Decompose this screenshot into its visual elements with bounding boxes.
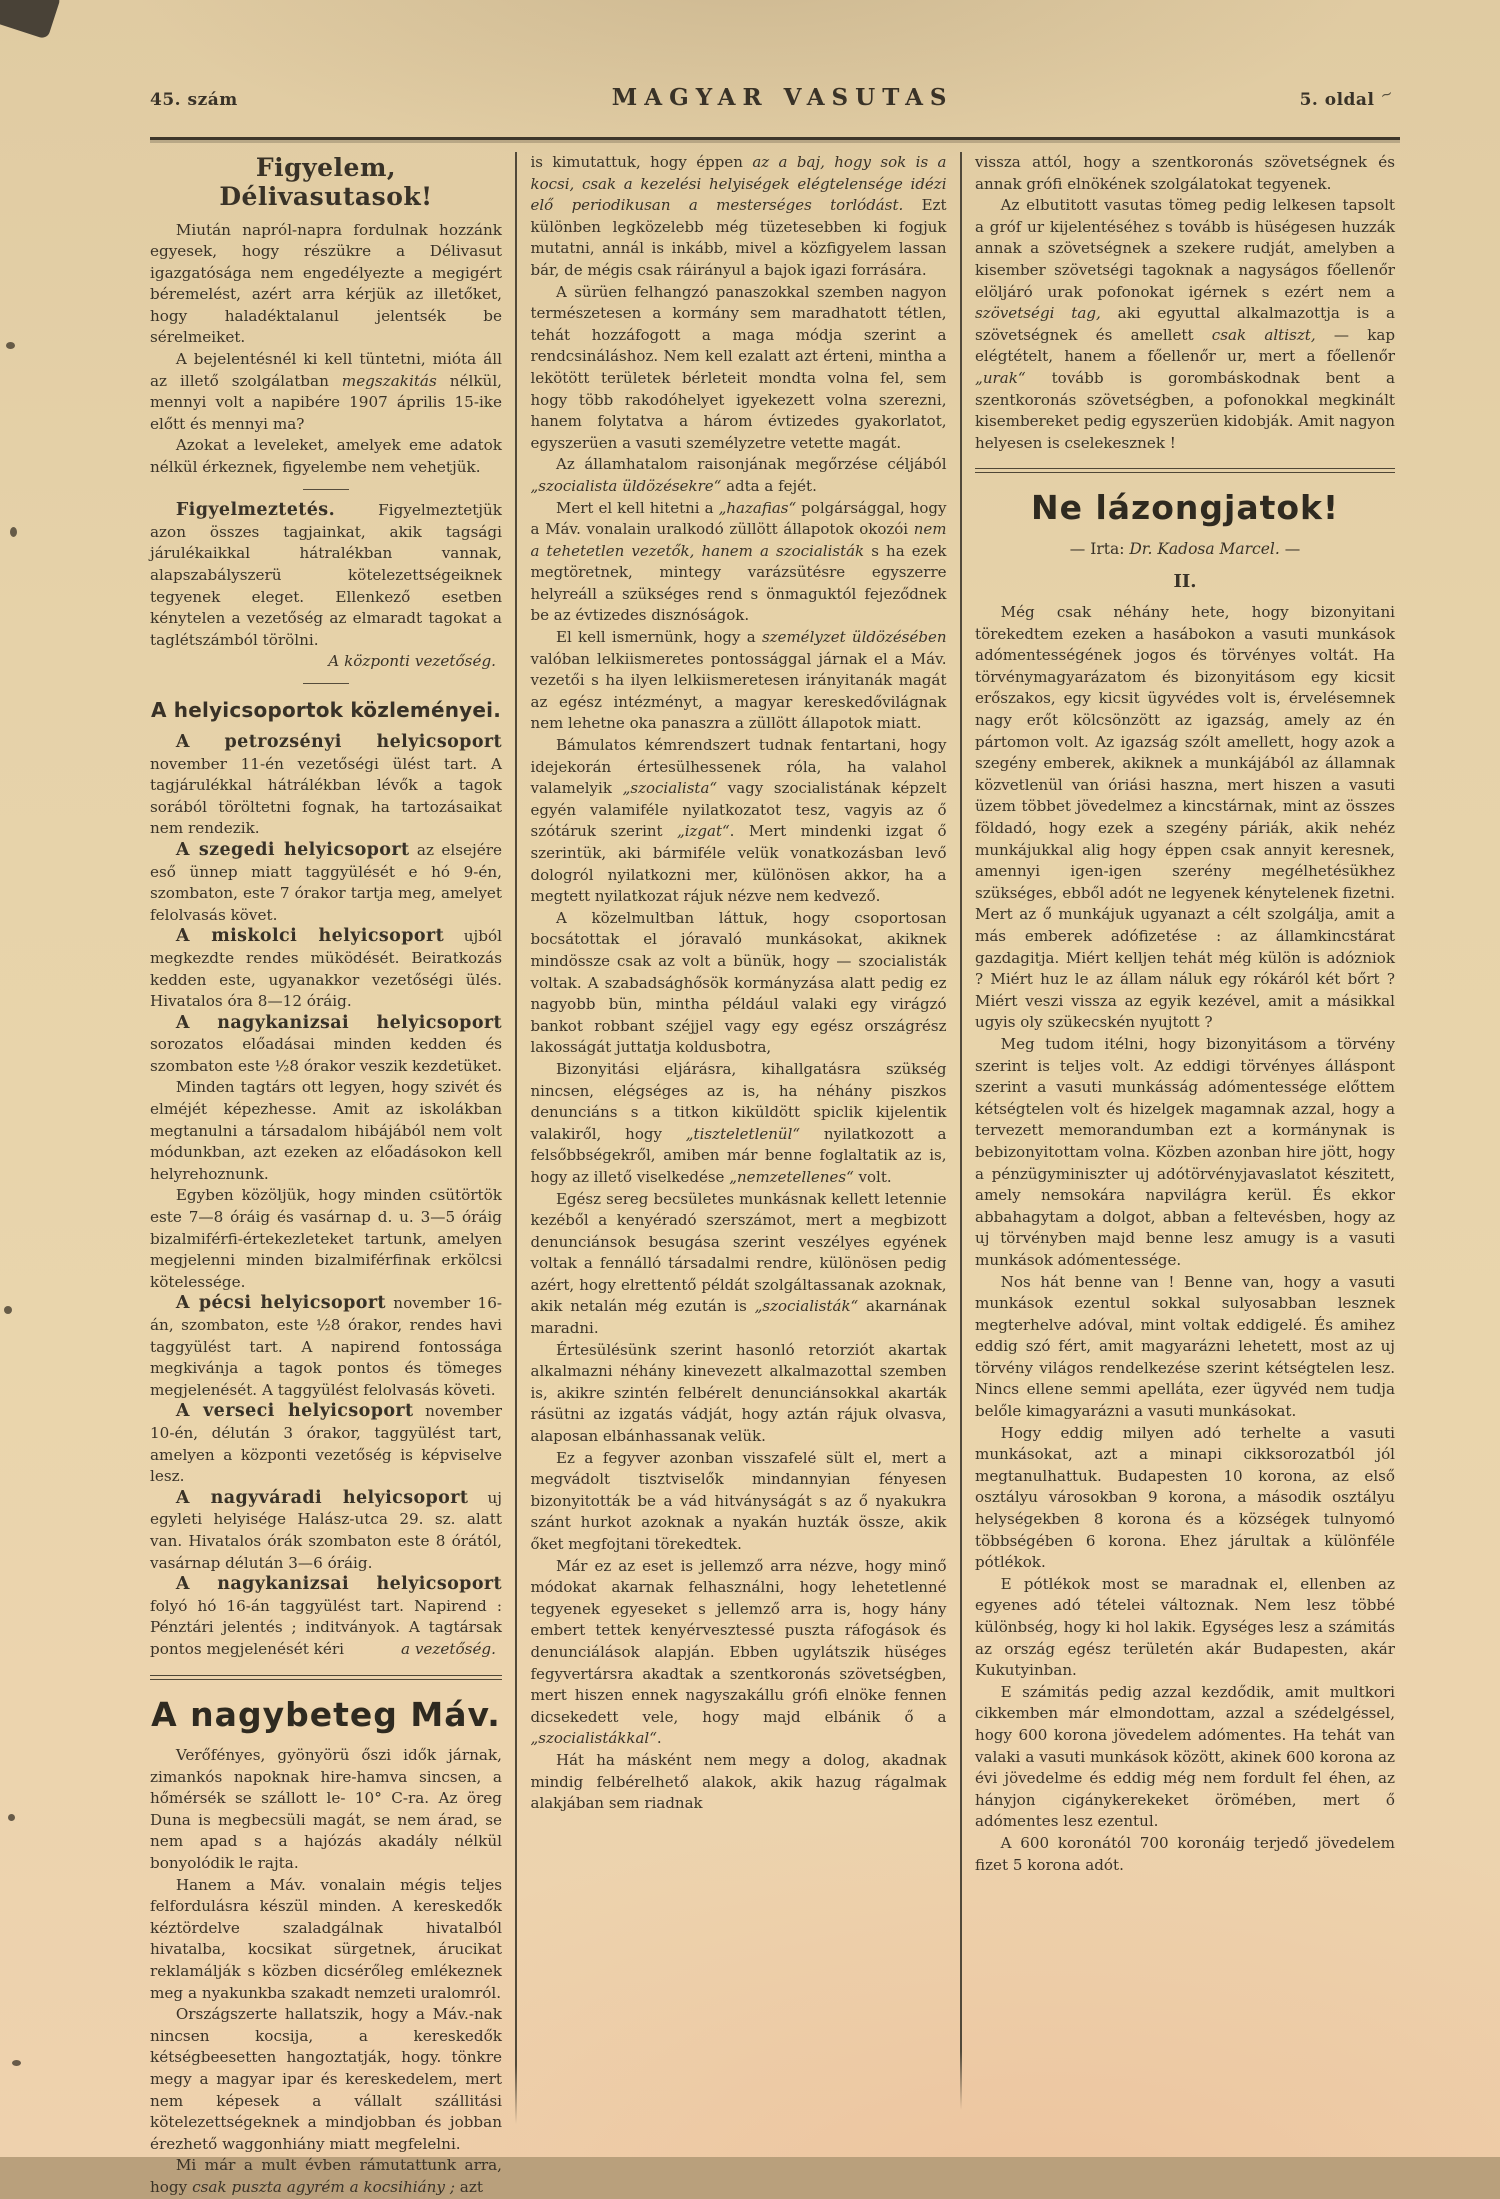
paragraph: Az államhatalom raisonjának megőrzése céljából „szocialista üldözésekre“ adta a fejét. — [530, 455, 947, 495]
paragraph: Hogy eddig milyen adó terhelte a vasuti munkásokat, azt a minapi cikksorozatból jól megtanulhattuk. Budapesten 10 korona, az első osztályu városokban 9 korona, a második osztályu helységekben 8 korona és a községek tulnyomó többségében 6 korona. Ehez járultak a különféle pótlékok. — [975, 1423, 1395, 1572]
page-number: 5. oldal — [1299, 90, 1375, 110]
scan-artifact — [12, 2060, 21, 2066]
paragraph: Meg tudom itélni, hogy bizonyitásom a törvény szerint is teljes volt. Az eddigi törvényes álláspont szerint a vasuti munkásság adómentessége előttem kétségtelen volt és hizelgek magamnak azzal, hogy a tervezett memorandumban ezt a kormánynak is bebizonyitottam volna. Közben azonban hire jött, hogy a pénzügyminiszter uj adótörvényjavaslatot készitett, amely nemsokára napvilágra kerül. És ekkor abbahagytam a dolgot, abban a feltevésben, hogy az uj törvényben majd benne lesz amugy is a vasuti munkások adómentessége. — [975, 1034, 1395, 1269]
double-rule — [150, 1675, 502, 1680]
entry-lead: A nagyváradi helyicsoport — [175, 1487, 469, 1508]
article-heading-nagybeteg-mav: A nagybeteg Máv. — [151, 1694, 501, 1734]
scan-artifact — [10, 527, 17, 537]
scan-artifact — [6, 342, 15, 349]
issue-number: 45. szám — [150, 90, 238, 110]
scan-artifact — [0, 0, 61, 40]
paragraph: Bizonyitási eljárásra, kihallgatásra szükség nincsen, elégséges az is, ha néhány piszkos denunciáns s a titkon kiküldött spiclik kijelentik valakiről, hogy „tiszteletlenül“ nyilatkozott a felsőbbségekről, amiben már benne foglaltatik az is, hogy az illető viselkedése „nemzetellenes“ volt. — [530, 1059, 947, 1186]
paragraph: Bámulatos kémrendszert tudnak fentartani, hogy idejekorán értesülhessenek róla, ha valahol valamelyik „szocialista“ vagy szocialistának képzelt egyén valamiféle nyilatkozatot tesz, vagyis az ő szótáruk szerint „izgat“. Mert mindenki izgat ő szerintük, aki bármiféle velük vonatkozásban levő dologról nyilatkozni mer, különösen akkor, ha a megtett nyilatkozat rájuk nézve nem kedvező. — [530, 736, 947, 906]
paragraph: A 600 koronától 700 koronáig terjedő jövedelem fizet 5 korona adót. — [975, 1833, 1395, 1874]
column-rule-right — [960, 152, 962, 2110]
signature: a vezetőség. — [400, 1639, 496, 1658]
local-group-item: A pécsi helyicsoport november 16-án, szombaton, este ½8 órakor, rendes havi taggyülést tart. A napirend fontossága megkivánja a tagok pontos és tömeges megjelenését. A taggyülést felolvasás követi. — [150, 1293, 502, 1399]
paragraph: is kimutattuk, hogy éppen az a baj, hogy sok is a kocsi, csak a kezelési helyiségek elégtelensége idézi elő periodikusan a mesterséges torlódást. Ezt különben legközelebb még tüzetesebben ki fogjuk mutatni, annál is inkább, mivel a közfigyelem lassan bár, de mégis csak ráirányul a bajok igazi forrására. — [530, 153, 947, 279]
entry-lead: A nagykanizsai helyicsoport — [175, 1012, 502, 1033]
entry-lead: A miskolci helyicsoport — [175, 926, 445, 947]
entry-lead: A verseci helyicsoport — [175, 1401, 414, 1422]
newspaper-title: MAGYAR VASUTAS — [611, 84, 954, 111]
paragraph: Értesülésünk szerint hasonló retorziót akartak alkalmazni néhány kinevezett alkalmazottal szemben is, akikre szintén felbérelt denunciánsokkal akarták rásütni az izgatás vádját, hogy aztán rájuk olvasva, alaposan elbánhassanak velük. — [530, 1340, 947, 1446]
paragraph: Hát ha másként nem megy a dolog, akadnak mindig felbérelhető alakok, akik hazug rágalmak alakjában sem riadnak — [530, 1750, 947, 1813]
paragraph: A bejelentésnél ki kell tüntetni, mióta áll az illető szolgálatban megszakitás nélkül, mennyi volt a napibére 1907 április 15-ike előtt és mennyi ma? — [150, 350, 503, 433]
section-heading-helyicsoportok: A helyicsoportok közleményei. — [150, 698, 502, 723]
article-heading-delivasutasok: Figyelem, Délivasutasok! — [219, 153, 433, 211]
entry-lead: Figyelmeztetés. — [175, 500, 336, 521]
paragraph: Hanem a Máv. vonalain mégis teljes felfordulásra készül minden. A kereskedők kéztördelve szaladgálnak hivatalból hivatalba, kocsikat sürgetnek, árucikat reklamálják s közben dicsérőleg emlékeznek meg a nyakunkba szakadt nemzeti uralomról. — [150, 1875, 502, 2002]
paragraph: vissza attól, hogy a szentkoronás szövetségnek és annak grófi elnökének szolgálatokat tegyenek. — [975, 153, 1395, 193]
paragraph: Egyben közöljük, hogy minden csütörtök este 7—8 óráig és vasárnap d. u. 3—5 óráig bizalmiférfi-értekezleteket tartunk, amelyen megjelenni minden bizalmiférfinak erkölcsi kötelessége. — [150, 1186, 502, 1291]
paragraph: A sürüen felhangzó panaszokkal szemben nagyon természetesen a kormány sem maradhatott tétlen, tehát hozzáfogott a maga módja szerint a rendcsináláshoz. Nem kell ezalatt azt érteni, mintha a lekötött területek bérleteit mondta volna fel, sem hogy több rakodóhelyet igyekezett volna szerezni, hanem folytatva a három évtizedes gyakorlatot, egyszerüen a vasuti személyzetre vetette magát. — [530, 282, 947, 452]
paragraph: Az elbutitott vasutas tömeg pedig lelkesen tapsolt a gróf ur kijelentéséhez s tovább is hüségesen huzzák annak a szövetségnek a szekere rudját, amelyben a kisember szövetségi tagoknak a nagyságos főellenőr elöljáró urak pofonokat igérnek s ezért nem a szövetségi tag, aki egyuttal alkalmazottja is a szövetségnek és amellett csak altiszt, — kap elégtételt, hanem a főellenőr ur, mert a főellenőr „urak“ tovább is gorombáskodnak bent a szentkoronás szövetségben, a pofonokkal megkinált kisembereket pedig egyszerüen kidobják. Amit nagyon helyesen is cselekesznek ! — [975, 196, 1395, 452]
column-right — [975, 152, 1395, 2147]
scan-artifact — [4, 1306, 12, 1314]
paragraph: Verőfényes, gyönyörü őszi idők járnak, zimankós napoknak hire-hamva sincsen, a hőmérsék se szállott le- 10° C-ra. Az öreg Duna is megbecsüli magát, se nem árad, se nem apad s a hajózás akadály nélkül bonyolódik le rajta. — [150, 1746, 502, 1873]
scan-artifact — [8, 1814, 15, 1821]
local-group-item: A nagykanizsai helyicsoport sorozatos előadásai minden kedden és szombaton este ½8 órakor veszik kezdetüket. — [150, 1012, 502, 1075]
paragraph: Minden tagtárs ott legyen, hogy szivét és elméjét képezhesse. Amit az iskolákban megtanulni a társadalom hibájából nem volt módunkban, azt ezeken az előadásokon kell helyrehoznunk. — [150, 1078, 502, 1183]
byline: — Irta: Dr. Kadosa Marcel. — — [1069, 539, 1301, 558]
column-center — [531, 152, 947, 2147]
local-group-item: A nagyváradi helyicsoport uj egyleti helyisége Halász-utca 29. sz. alatt van. Hivatalos órák szombaton este 8 órától, vasárnap délután 3—6 óráig. — [150, 1487, 502, 1572]
paragraph: Azokat a leveleket, amelyek eme adatok nélkül érkeznek, figyelembe nem vehetjük. — [150, 436, 502, 477]
page-number-wrap — [1299, 83, 1396, 110]
entry-lead: A nagykanizsai helyicsoport — [175, 1574, 502, 1595]
local-group-item: A petrozsényi helyicsoport november 11-én vezetőségi ülést tart. A tagjárulékkal hátrálékban lévők a tagok sorából töröltetni fognak, ha tartozásaikat nem rendezik. — [150, 731, 502, 838]
paragraph: Egész sereg becsületes munkásnak kellett letennie kezéből a kenyéradó szerszámot, mert a megbizott denunciánsok besugása szerint veszélyes egyének voltak a fennálló társadalmi rendre, különösen pedig azért, hogy elrettentő példát szolgáltassanak azoknak, akik netalán még ezután is „szocialisták“ akarnának maradni. — [530, 1189, 947, 1338]
paragraph: Már ez az eset is jellemző arra nézve, hogy minő módokat akarnak felhasználni, hogy lehetetlenné tegyenek egyeseket s jellemző arra is, hogy hány embert tettek kenyérvesztessé puszta ráfogások és denunciálások alapján. Ebben ugylátszik hüséges fegyvertársra akadtak a szentkoronás szövetségben, mert hiszen ennek nagyszakállu grófi elnöke fennen dicsekedett vele, hogy majd elbánik ő a „szocialistákkal“. — [530, 1556, 947, 1748]
paragraph: Nos hát benne van ! Benne van, hogy a vasuti munkások ezentul sokkal sulyosabban lesznek megterhelve adóval, mint voltak eddigelé. És amihez eddig szó fért, amit magyarázni lehetett, most az uj törvény világos rendelkezése szerint kétségtelen lesz. Nincs ellene semmi apelláta, ezer ügyvéd nem tudja belőle kimagyarázni a vasuti munkásokat. — [975, 1272, 1395, 1421]
paragraph: Országszerte hallatszik, hogy a Máv.-nak nincsen kocsija, a kereskedők kétségbeesetten hangoztatják, hogy. tönkre megy a magyar ipar és kereskedelem, mert nem képesek a vállalt szállitási kötelezettségeknek a mindjobban és jobban érezhető waggonhiány miatt megfelelni. — [150, 2005, 502, 2153]
paragraph: Mert el kell hitetni a „hazafias“ polgársággal, hogy a Máv. vonalain uralkodó züllött állapotok okozói nem a tehetetlen vezetők, hanem a szocialisták s ha ezek megtöretnek, mintegy varázsütésre egyszerre helyreáll a szükséges rend s önmaguktól fejeződnek be az évtizedes disznóságok. — [530, 498, 947, 625]
divider — [303, 489, 349, 491]
column-left — [150, 152, 503, 2196]
notice-figyelmeztetes: Figyelmeztetés. Figyelmeztetjük azon összes tagjainkat, akik tagsági járulékaikkal hátralékban vannak, alapszabályszerü kötelezettségeiknek tegyenek eleget. Ellenkező esetben kénytelen a vezetőség az elmaradt tagokat a taglétszámból törölni. — [150, 500, 502, 649]
local-group-item: A miskolci helyicsoport ujból megkezdte rendes müködését. Beiratkozás kedden este, ugyanakkor vezetőségi ülés. Hivatalos óra 8—12 óráig. — [150, 926, 502, 1011]
local-group-item: A szegedi helyicsoport az elsejére eső ünnep miatt taggyülését e hó 9-én, szombaton, este 7 órakor tartja meg, amelyet felolvasás követ. — [150, 839, 502, 924]
divider — [303, 683, 349, 685]
entry-lead: A szegedi helyicsoport — [175, 839, 410, 860]
paragraph: Még csak néhány hete, hogy bizonyitani törekedtem ezeken a hasábokon a vasuti munkások adómentességének jogos és törvényes voltát. Ha törvénymagyarázatom és bizonyitásom egy kicsit erőszakos, egy kicsit ügyvédes volt is, érvelésemnek nagy erőt kölcsönzött az igazság, amely az én pártomon volt. Az igazság szólt amellett, hogy azok a szegény emberek, akiknek a munkájából az államnak közvetlenül van óriási haszna, mert hiszen a vasuti üzem többet jövedelmez a kincstárnak, mint az összes földadó, hogy ezek a szegény páriák, akik nehéz munkájukkal alig hogy éppen csak annyit keresnek, amennyi igen-igen szerény megélhetésükhez szükséges, ebből adót ne legyenek kénytelenek fizetni. Mert az ő munkájuk ugyanazt a célt szolgálja, amit a más emberek adófizetése : az államkincstárat gazdagitja. Miért kelljen tehát még külön is adózniok ? Miért huz le az állam náluk egy rókáról két bőrt ? Miért veszi vissza az egyik kezével, amit a másikkal ugyis oly szükecskén nyujtott ? — [975, 603, 1395, 1032]
article-heading-ne-lazongjatok: Ne lázongjatok! — [1030, 488, 1340, 528]
section-numeral: II. — [1173, 570, 1197, 592]
paragraph: Mi már a mult évben rámutattunk arra, hogy csak puszta agyrém a kocsihiány ; azt — [150, 2156, 502, 2196]
entry-lead: A pécsi helyicsoport — [175, 1293, 386, 1314]
local-group-item: A nagykanizsai helyicsoport folyó hó 16-án taggyülést tart. Napirend : Pénztári jelentés ; inditványok. A tagtársak pontos megjelenését kéri — [150, 1574, 502, 1658]
paragraph: Miután napról-napra fordulnak hozzánk egyesek, hogy részükre a Délivasut igazgatósága nem engedélyezte a megigért béremelést, azért arra kérjük az illetőket, hogy haladéktalanul jelentsék be sérelmeiket. — [150, 220, 502, 347]
paragraph: E számitás pedig azzal kezdődik, amit multkori cikkemben már elmondottam, azzal a szédelgéssel, hogy 600 korona jövedelem adómentes. Ha tehát van valaki a vasuti munkások között, akinek 600 korona az évi jövedelme és eddig még nem fordult fel éhen, az hányjon cigánykerekeket örömében, mert ő adómentes lesz ezentul. — [975, 1682, 1395, 1831]
header-rule — [150, 137, 1400, 140]
paragraph: A közelmultban láttuk, hogy csoportosan bocsátottak el jóravaló munkásokat, akiknek mindössze csak az volt a bünük, hogy — szocialisták voltak. A szabadsághősök kormányzása alatt pedig ez nagyobb bün, mintha például valaki egy virágzó bankot robbant széjjel vagy egy egész országrész lakosságát juttatja koldusbotra, — [530, 908, 947, 1057]
columns-container — [150, 152, 1395, 2196]
page-header — [150, 84, 1395, 111]
paragraph: El kell ismernünk, hogy a személyzet üldözésében valóban lelkiismeretes pontossággal járnak el a Máv. vezetői s ha ilyen lelkiismeretesen irányitanák magát az egész intézményt, a magyar kereskedővilágnak nem lehetne oka panaszra a züllött állapotok miatt. — [530, 628, 947, 733]
paragraph: Ez a fegyver azonban visszafelé sült el, mert a megvádolt tisztviselők mindannyian fényesen bizonyitották be a vád hitványságát s az ő nyakukra szánt hurkot azoknak a nyakán huzták össze, akik őket megfojtani törekedtek. — [530, 1448, 947, 1553]
local-group-item: A verseci helyicsoport november 10-én, délután 3 órakor, taggyülést tart, amelyen a központi vezetőség is képviselve lesz. — [150, 1401, 502, 1486]
paragraph: E pótlékok most se maradnak el, ellenben az egyenes adó tételei változnak. Nem lesz többé különbség, hogy ki hol lakik. Egységes lesz a számitás az ország egész területén akár Budapesten, akár Kukutyinban. — [975, 1574, 1395, 1680]
entry-lead: A petrozsényi helyicsoport — [175, 731, 502, 752]
signature: A központi vezetőség. — [328, 652, 496, 671]
double-rule — [975, 468, 1395, 473]
column-rule-left — [515, 152, 517, 2124]
pen-mark: ∼ — [1378, 83, 1396, 105]
